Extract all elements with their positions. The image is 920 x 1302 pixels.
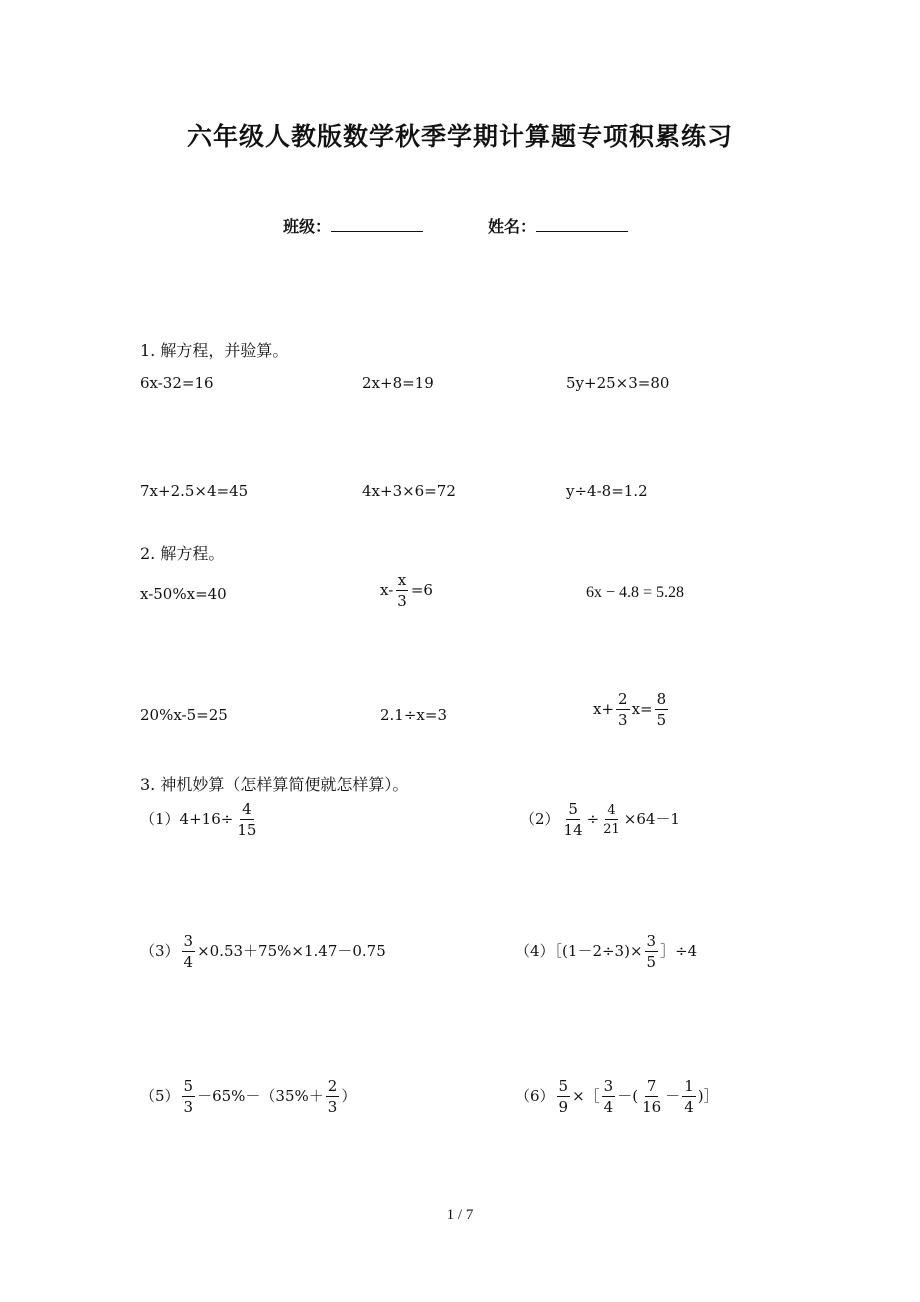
page-title: 六年级人教版数学秋季学期计算题专项积累练习 bbox=[186, 122, 733, 151]
equation: 4x+3×6=72 bbox=[362, 482, 456, 500]
class-blank[interactable] bbox=[331, 215, 423, 232]
class-label: 班级： bbox=[283, 217, 332, 236]
section-3-heading: 3. 神机妙算（怎样算简便就怎样算）。 bbox=[140, 775, 409, 794]
equation: 2x+8=19 bbox=[362, 374, 434, 392]
equation-fraction: x+ $\frac{2}{3}$ x= $\frac{8}{5}$ bbox=[593, 690, 667, 729]
page-number: 1 / 7 bbox=[446, 1207, 474, 1223]
equation: 20%x-5=25 bbox=[140, 706, 228, 724]
problem-5: （5） $\frac{5}{3}$ －65%－（35%＋ $\frac{2}{3}$ ） bbox=[140, 1077, 357, 1116]
problem-4: （4）［(1－2÷3)× $\frac{3}{5}$ ］÷4 bbox=[515, 932, 698, 971]
section-1-heading: 1. 解方程，并验算。 bbox=[140, 341, 289, 360]
problem-2: （2） $\frac{5}{14}$ ÷ $\frac{4}{21}$ ×64－1 bbox=[520, 800, 680, 839]
equation: 6x − 4.8 = 5.28 bbox=[586, 584, 685, 601]
name-blank[interactable] bbox=[536, 215, 628, 232]
equation: x-50%x=40 bbox=[140, 585, 227, 603]
equation: 2.1÷x=3 bbox=[380, 706, 447, 724]
equation: 6x-32=16 bbox=[140, 374, 214, 392]
equation: 7x+2.5×4=45 bbox=[140, 482, 249, 500]
equation: y÷4-8=1.2 bbox=[566, 482, 648, 500]
class-field bbox=[283, 214, 423, 237]
problem-1: （1）4+16÷ $\frac{4}{15}$ bbox=[140, 800, 257, 839]
problem-6: （6） $\frac{5}{9}$ ×［ $\frac{3}{4}$ －( $\frac{7}{16}$ － $\frac{1}{4}$ )］ bbox=[515, 1077, 719, 1116]
name-label: 姓名： bbox=[488, 217, 537, 236]
section-2-heading: 2. 解方程。 bbox=[140, 544, 225, 563]
equation: 5y+25×3=80 bbox=[566, 374, 670, 392]
name-field bbox=[488, 214, 628, 237]
problem-3: （3） $\frac{3}{4}$ ×0.53＋75%×1.47－0.75 bbox=[140, 932, 386, 971]
equation-fraction: x- $\frac{x}{3}$ =6 bbox=[380, 571, 433, 610]
